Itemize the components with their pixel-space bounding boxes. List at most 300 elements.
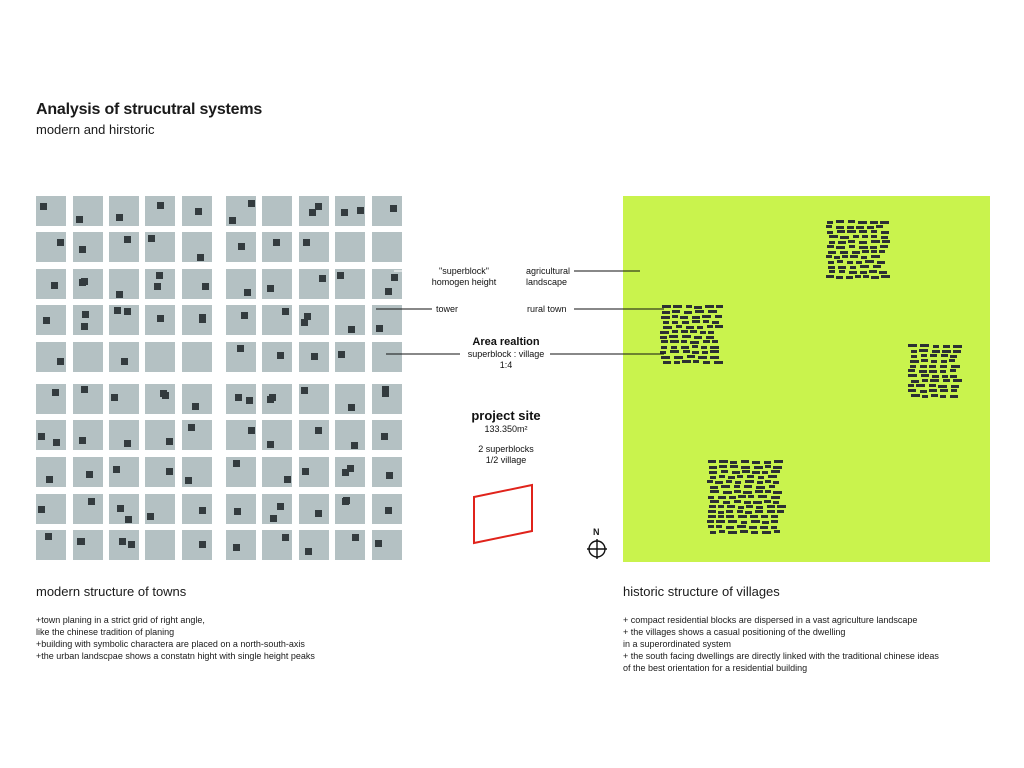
- dwelling-mark: [707, 520, 714, 523]
- dwelling-mark: [870, 221, 878, 224]
- dwelling-mark: [692, 316, 700, 319]
- dwelling-mark: [908, 374, 917, 377]
- dwelling-mark: [881, 275, 890, 278]
- historic-line: + the south facing dwellings are directly linked with the traditional chinese ideas: [623, 651, 939, 661]
- dwelling-mark: [881, 231, 889, 234]
- dwelling-mark: [703, 320, 709, 323]
- dwelling-mark: [726, 526, 734, 529]
- dwelling-mark: [840, 236, 849, 239]
- dwelling-mark: [848, 240, 855, 243]
- dwelling-mark: [771, 515, 778, 518]
- dwelling-mark: [707, 325, 713, 328]
- project-area: 133.350m²: [484, 424, 528, 434]
- dwelling-mark: [729, 496, 736, 499]
- dwelling-mark: [771, 526, 777, 529]
- dwelling-mark: [828, 251, 836, 254]
- dwelling-mark: [871, 250, 877, 253]
- dwelling-mark: [744, 485, 752, 488]
- dwelling-mark: [911, 350, 917, 353]
- dwelling-mark: [710, 500, 719, 503]
- dwelling-mark: [933, 345, 939, 348]
- dwelling-mark: [882, 240, 890, 243]
- dwelling-mark: [773, 481, 779, 484]
- dwelling-mark: [836, 246, 845, 249]
- dwelling-mark: [726, 480, 732, 483]
- dwelling-mark: [751, 520, 760, 523]
- dwelling-mark: [719, 475, 725, 478]
- dwelling-mark: [737, 475, 743, 478]
- dwelling-mark: [708, 310, 717, 313]
- dwelling-mark: [921, 374, 929, 377]
- dwelling-mark: [880, 245, 888, 248]
- dwelling-mark: [908, 344, 917, 347]
- dwelling-mark: [692, 345, 698, 348]
- label-superblock-line2: homogen height: [431, 277, 497, 287]
- dwelling-mark: [950, 375, 957, 378]
- dwelling-mark: [774, 530, 780, 533]
- dwelling-mark: [715, 315, 722, 318]
- dwelling-mark: [697, 326, 703, 329]
- area-line1: superblock : village: [467, 349, 545, 359]
- area-title: Area realtion: [472, 336, 540, 348]
- dwelling-mark: [670, 350, 679, 353]
- dwelling-mark: [710, 486, 718, 489]
- dwelling-mark: [850, 266, 856, 269]
- dwelling-mark: [730, 461, 737, 464]
- dwelling-mark: [921, 359, 928, 362]
- dwelling-mark: [755, 490, 763, 493]
- dwelling-mark: [661, 340, 668, 343]
- dwelling-mark: [858, 221, 867, 224]
- dwelling-mark: [756, 506, 763, 509]
- dwelling-mark: [750, 515, 758, 518]
- dwelling-mark: [719, 530, 725, 533]
- dwelling-mark: [661, 356, 670, 359]
- dwelling-mark: [708, 460, 716, 463]
- dwelling-mark: [827, 221, 833, 224]
- dwelling-mark: [741, 521, 747, 524]
- dwelling-mark: [687, 355, 695, 358]
- dwelling-mark: [916, 384, 925, 387]
- dwelling-mark: [715, 325, 723, 328]
- dwelling-mark: [686, 305, 692, 308]
- dwelling-mark: [908, 389, 916, 392]
- dwelling-mark: [672, 330, 678, 333]
- dwelling-mark: [692, 320, 700, 323]
- dwelling-mark: [662, 311, 670, 314]
- dwelling-mark: [714, 361, 723, 364]
- historic-description: [623, 614, 939, 674]
- dwelling-mark: [838, 266, 846, 269]
- dwelling-mark: [692, 351, 699, 354]
- dwelling-mark: [767, 510, 775, 513]
- dwelling-mark: [951, 365, 960, 368]
- dwelling-mark: [752, 471, 760, 474]
- dwelling-mark: [859, 246, 868, 249]
- label-agri-line2: landscape: [526, 277, 568, 287]
- dwelling-mark: [932, 375, 939, 378]
- dwelling-mark: [855, 275, 861, 278]
- dwelling-mark: [881, 236, 888, 239]
- dwelling-mark: [849, 271, 857, 274]
- dwelling-mark: [708, 515, 716, 518]
- dwelling-mark: [773, 501, 779, 504]
- dwelling-mark: [920, 344, 929, 347]
- dwelling-mark: [771, 520, 778, 523]
- dwelling-mark: [860, 271, 867, 274]
- dwelling-mark: [728, 520, 737, 523]
- dwelling-mark: [745, 511, 752, 514]
- dwelling-mark: [694, 306, 702, 309]
- dwelling-mark: [672, 315, 678, 318]
- dwelling-mark: [829, 270, 835, 273]
- dwelling-mark: [774, 460, 783, 463]
- dwelling-mark: [953, 350, 961, 353]
- dwelling-mark: [931, 360, 937, 363]
- dwelling-mark: [828, 261, 834, 264]
- dwelling-mark: [748, 495, 754, 498]
- dwelling-mark: [742, 470, 750, 473]
- dwelling-mark: [777, 505, 786, 508]
- dwelling-mark: [829, 235, 838, 238]
- dwelling-mark: [942, 375, 948, 378]
- dwelling-mark: [940, 395, 946, 398]
- dwelling-mark: [700, 331, 706, 334]
- modern-line: +building with symbolic charactera are placed on a north-south-axis: [36, 639, 305, 649]
- dwelling-mark: [734, 485, 740, 488]
- dwelling-mark: [709, 505, 716, 508]
- dwelling-mark: [751, 531, 758, 534]
- dwelling-mark: [836, 226, 844, 229]
- dwelling-mark: [710, 356, 719, 359]
- dwelling-mark: [727, 505, 735, 508]
- dwelling-mark: [718, 496, 726, 499]
- dwelling-mark: [870, 246, 877, 249]
- dwelling-mark: [941, 354, 948, 357]
- dwelling-mark: [710, 476, 716, 479]
- dwelling-mark: [930, 354, 937, 357]
- dwelling-mark: [669, 335, 678, 338]
- dwelling-mark: [695, 310, 704, 313]
- dwelling-mark: [663, 361, 671, 364]
- dwelling-mark: [910, 365, 916, 368]
- dwelling-mark: [911, 380, 919, 383]
- dwelling-mark: [672, 321, 678, 324]
- dwelling-mark: [879, 250, 885, 253]
- dwelling-mark: [880, 221, 889, 224]
- dwelling-mark: [860, 265, 869, 268]
- dwelling-mark: [755, 510, 763, 513]
- dwelling-mark: [728, 531, 737, 534]
- dwelling-mark: [703, 361, 710, 364]
- dwelling-mark: [708, 496, 714, 499]
- dwelling-mark: [702, 351, 708, 354]
- dwelling-mark: [847, 230, 856, 233]
- north-label: N: [593, 527, 600, 537]
- dwelling-mark: [765, 490, 771, 493]
- dwelling-mark: [929, 384, 936, 387]
- modern-line: +the urban landscpae shows a constatn hight with single height peaks: [36, 651, 315, 661]
- dwelling-mark: [856, 261, 862, 264]
- dwelling-mark: [726, 515, 734, 518]
- dwelling-mark: [953, 345, 962, 348]
- dwelling-mark: [684, 311, 692, 314]
- dwelling-mark: [762, 521, 769, 524]
- dwelling-mark: [879, 271, 887, 274]
- dwelling-mark: [764, 461, 771, 464]
- dwelling-mark: [919, 370, 927, 373]
- dwelling-mark: [859, 230, 867, 233]
- dwelling-mark: [723, 491, 732, 494]
- dwelling-mark: [940, 370, 946, 373]
- north-arrow-icon: [587, 539, 607, 559]
- dwelling-mark: [826, 255, 832, 258]
- dwelling-mark: [734, 500, 741, 503]
- dwelling-mark: [694, 336, 702, 339]
- label-rural-town: rural town: [527, 304, 567, 314]
- dwelling-mark: [765, 465, 771, 468]
- dwelling-mark: [773, 466, 782, 469]
- dwelling-mark: [712, 340, 718, 343]
- dwelling-mark: [837, 230, 845, 233]
- dwelling-mark: [862, 250, 869, 253]
- dwelling-mark: [871, 255, 880, 258]
- dwelling-mark: [839, 270, 845, 273]
- dwelling-mark: [859, 241, 867, 244]
- dwelling-mark: [877, 261, 885, 264]
- dwelling-mark: [930, 379, 939, 382]
- dwelling-mark: [670, 340, 679, 343]
- dwelling-mark: [842, 255, 848, 258]
- historic-line: of the best orientation for a residential building: [623, 663, 808, 673]
- dwelling-mark: [767, 505, 775, 508]
- historic-heading: historic structure of villages: [623, 584, 780, 599]
- dwelling-mark: [940, 389, 948, 392]
- project-line1: 2 superblocks: [478, 444, 534, 454]
- dwelling-mark: [871, 230, 877, 233]
- dwelling-mark: [827, 245, 834, 248]
- dwelling-mark: [828, 266, 835, 269]
- dwelling-mark: [661, 346, 667, 349]
- dwelling-mark: [873, 265, 881, 268]
- dwelling-mark: [762, 531, 771, 534]
- dwelling-mark: [706, 336, 714, 339]
- dwelling-mark: [826, 225, 832, 228]
- dwelling-mark: [674, 356, 683, 359]
- dwelling-mark: [661, 316, 670, 319]
- dwelling-mark: [732, 471, 740, 474]
- dwelling-mark: [753, 501, 762, 504]
- modern-line: like the chinese tradition of planing: [36, 627, 175, 637]
- dwelling-mark: [863, 275, 869, 278]
- dwelling-mark: [681, 346, 689, 349]
- label-agricultural: [526, 266, 570, 288]
- historic-line: + the villages shows a casual positioning of the dwelling: [623, 627, 846, 637]
- dwelling-mark: [951, 385, 959, 388]
- dwelling-mark: [861, 256, 867, 259]
- dwelling-mark: [708, 525, 714, 528]
- dwelling-mark: [829, 241, 835, 244]
- dwelling-mark: [849, 245, 855, 248]
- dwelling-mark: [747, 475, 754, 478]
- dwelling-mark: [919, 349, 928, 352]
- dwelling-mark: [856, 226, 864, 229]
- dwelling-mark: [716, 305, 723, 308]
- dwelling-mark: [705, 305, 714, 308]
- dwelling-mark: [682, 335, 691, 338]
- label-agri-line1: agricultural: [526, 266, 571, 276]
- dwelling-mark: [756, 486, 765, 489]
- dwelling-mark: [950, 369, 956, 372]
- dwelling-mark: [920, 390, 927, 393]
- area-relation: [448, 335, 564, 371]
- dwelling-mark: [681, 340, 687, 343]
- dwelling-mark: [908, 384, 914, 387]
- dwelling-mark: [911, 394, 920, 397]
- dwelling-mark: [847, 226, 854, 229]
- dwelling-mark: [681, 330, 688, 333]
- dwelling-mark: [950, 395, 958, 398]
- dwelling-mark: [734, 490, 741, 493]
- area-line2: 1:4: [499, 360, 513, 370]
- dwelling-mark: [741, 466, 750, 469]
- dwelling-mark: [846, 276, 853, 279]
- dwelling-mark: [693, 360, 699, 363]
- dwelling-mark: [840, 251, 848, 254]
- dwelling-mark: [690, 341, 699, 344]
- dwelling-mark: [826, 275, 834, 278]
- project-line2: 1/2 village: [485, 455, 527, 465]
- dwelling-mark: [686, 326, 694, 329]
- dwelling-mark: [752, 461, 760, 464]
- dwelling-mark: [938, 385, 947, 388]
- label-superblock: [428, 266, 500, 288]
- dwelling-mark: [950, 355, 957, 358]
- dwelling-mark: [721, 485, 730, 488]
- dwelling-mark: [730, 465, 738, 468]
- dwelling-mark: [757, 481, 763, 484]
- dwelling-mark: [737, 510, 743, 513]
- dwelling-mark: [921, 354, 927, 357]
- dwelling-mark: [716, 525, 722, 528]
- dwelling-mark: [660, 331, 669, 334]
- dwelling-mark: [869, 270, 877, 273]
- dwelling-mark: [876, 225, 883, 228]
- dwelling-mark: [773, 491, 782, 494]
- dwelling-mark: [703, 340, 710, 343]
- dwelling-mark: [932, 350, 940, 353]
- page-title: Analysis of strucutral systems: [36, 101, 263, 118]
- dwelling-mark: [738, 495, 746, 498]
- dwelling-mark: [710, 490, 719, 493]
- page-subtitle: modern and hirstoric: [36, 122, 155, 137]
- dwelling-mark: [836, 276, 843, 279]
- dwelling-mark: [740, 530, 748, 533]
- dwelling-mark: [771, 496, 780, 499]
- dwelling-mark: [738, 506, 744, 509]
- dwelling-mark: [942, 350, 951, 353]
- dwelling-mark: [929, 365, 936, 368]
- dwelling-mark: [847, 261, 853, 264]
- dwelling-mark: [848, 220, 855, 223]
- dwelling-mark: [911, 355, 917, 358]
- dwelling-mark: [931, 394, 938, 397]
- dwelling-mark: [922, 395, 928, 398]
- label-tower: tower: [436, 304, 459, 314]
- dwelling-mark: [777, 510, 784, 513]
- modern-heading: modern structure of towns: [36, 584, 187, 599]
- dwelling-mark: [663, 321, 669, 324]
- modern-description: [36, 614, 315, 662]
- dwelling-mark: [837, 260, 843, 263]
- dwelling-mark: [690, 330, 697, 333]
- dwelling-mark: [735, 481, 741, 484]
- dwelling-mark: [758, 495, 767, 498]
- dwelling-mark: [660, 336, 667, 339]
- dwelling-mark: [827, 231, 833, 234]
- dwelling-mark: [737, 525, 746, 528]
- dwelling-mark: [852, 251, 860, 254]
- dwelling-mark: [708, 510, 716, 513]
- dwelling-mark: [838, 241, 846, 244]
- dwelling-mark: [709, 466, 717, 469]
- dwelling-mark: [929, 389, 937, 392]
- dwelling-mark: [850, 255, 858, 258]
- dwelling-mark: [761, 515, 768, 518]
- dwelling-mark: [710, 531, 716, 534]
- dwelling-mark: [715, 481, 723, 484]
- dwelling-mark: [721, 470, 728, 473]
- dwelling-mark: [718, 515, 724, 518]
- dwelling-mark: [836, 220, 844, 223]
- dwelling-mark: [716, 520, 725, 523]
- dwelling-mark: [943, 379, 950, 382]
- historic-line: in a superordinated system: [623, 639, 732, 649]
- dwelling-mark: [682, 360, 691, 363]
- project-site: [448, 408, 564, 466]
- dwelling-mark: [765, 480, 771, 483]
- dwelling-mark: [676, 325, 682, 328]
- dwelling-mark: [719, 460, 728, 463]
- dwelling-mark: [768, 475, 777, 478]
- dwelling-mark: [871, 235, 877, 238]
- dwelling-mark: [862, 235, 868, 238]
- dwelling-mark: [951, 389, 957, 392]
- dwelling-mark: [710, 350, 719, 353]
- dwelling-mark: [744, 501, 751, 504]
- project-site-outline: [474, 485, 532, 543]
- dwelling-mark: [680, 316, 688, 319]
- dwelling-mark: [702, 315, 711, 318]
- dwelling-mark: [871, 240, 880, 243]
- dwelling-mark: [743, 491, 752, 494]
- dwelling-mark: [741, 460, 749, 463]
- dwelling-mark: [929, 370, 937, 373]
- dwelling-mark: [853, 235, 859, 238]
- dwelling-mark: [698, 356, 707, 359]
- dwelling-mark: [671, 346, 677, 349]
- dwelling-mark: [719, 465, 727, 468]
- dwelling-mark: [949, 359, 955, 362]
- villages-group: [660, 220, 962, 534]
- dwelling-mark: [749, 526, 757, 529]
- dwelling-mark: [943, 345, 950, 348]
- dwelling-mark: [771, 470, 780, 473]
- dwelling-mark: [672, 310, 680, 313]
- dwelling-mark: [920, 365, 927, 368]
- dwelling-mark: [707, 480, 713, 483]
- dwelling-mark: [718, 511, 724, 514]
